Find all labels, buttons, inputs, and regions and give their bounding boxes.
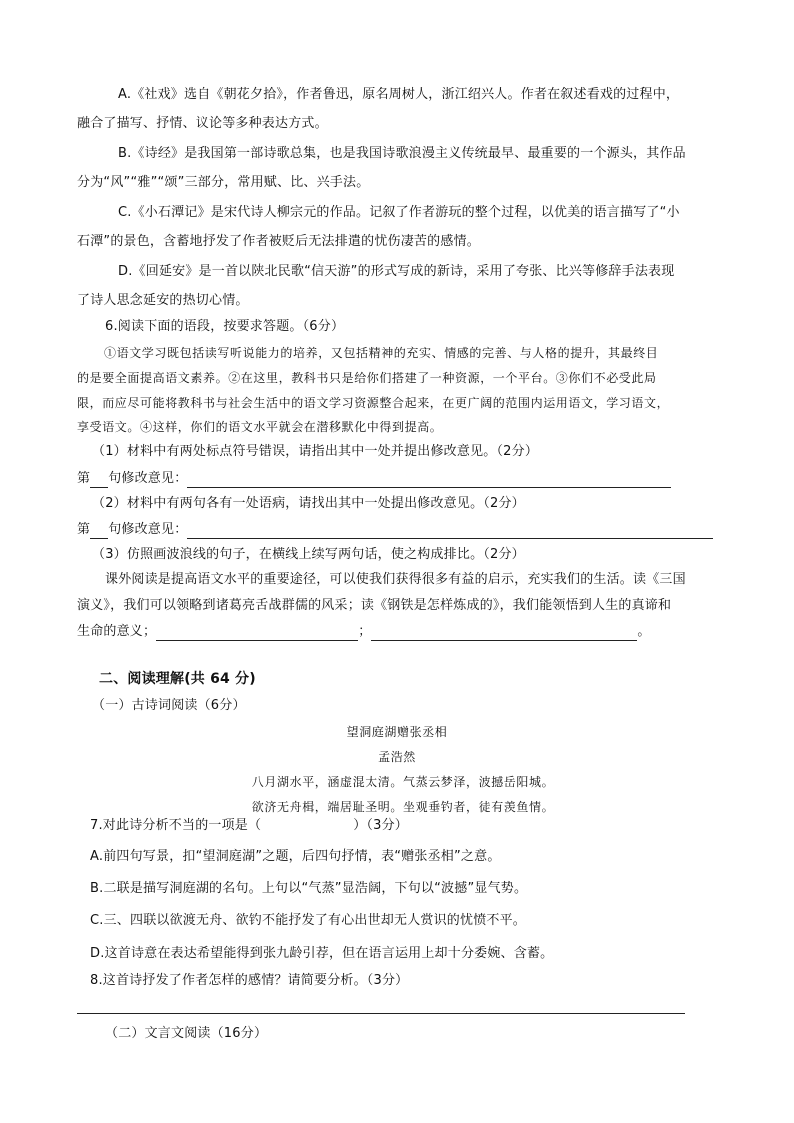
q6-sub3-blank-2[interactable] xyxy=(371,626,637,641)
q6-sub1-answer-blank[interactable] xyxy=(187,473,671,488)
q5-option-c-line2: 石潭”的景色，含蓄地抒发了作者被贬后无法排遣的忧伤凄苦的感情。 xyxy=(77,234,480,249)
section-2-part1-title: （一）古诗词阅读（6分） xyxy=(92,698,246,713)
q6-sub3-blank-1[interactable] xyxy=(156,626,358,641)
q7-option-b: B.二联是描写洞庭湖的名句。上句以“气蒸”显浩阔，下句以“波撼”显气势。 xyxy=(90,881,528,896)
q5-option-d-line1: D.《回延安》是一首以陕北民歌“信天游”的形式写成的新诗，采用了夸张、比兴等修辞手法表现 xyxy=(118,264,675,279)
q6-sub2: （2）材料中有两句各有一处语病，请找出其中一处提出修改意见。（2分） xyxy=(92,496,525,511)
q6-sub2-label: 句修改意见： xyxy=(108,522,188,537)
q6-sub3-separator: ； xyxy=(358,624,372,639)
q6-passage-line4: 享受语文。④这样，你们的语文水平就会在潜移默化中得到提高。 xyxy=(77,420,443,434)
q6-sub3-end: 。 xyxy=(637,624,651,639)
q6-passage-line2: 的是要全面提高语文素养。②在这里，教科书只是给你们搭建了一种资源，一个平台。③你们不必受此局 xyxy=(77,371,657,385)
q6-sub3-text-line2: 演义》，我们可以领略到诸葛亮舌战群儒的风采；读《钢铁是怎样炼成的》，我们能领悟到人生的真谛和 xyxy=(77,598,672,613)
q7-stem-text: 7.对此诗分析不当的一项是（ xyxy=(90,818,262,833)
q5-option-b-line1: B.《诗经》是我国第一部诗歌总集，也是我国诗歌浪漫主义传统最早、最重要的一个源头，其作品 xyxy=(118,146,686,161)
q6-sub1-label: 句修改意见： xyxy=(108,471,188,486)
q6-sub1-answer-row xyxy=(77,470,671,488)
q6-sub1: （1）材料中有两处标点符号错误，请指出其中一处并提出修改意见。（2分） xyxy=(92,444,539,459)
q6-sub2-sentence-blank[interactable] xyxy=(90,524,108,539)
q6-sub3-lead: 生命的意义； xyxy=(77,624,157,639)
q7-stem-score: ）（3分） xyxy=(353,818,408,833)
q6-sub2-prefix: 第 xyxy=(77,522,91,537)
poem-line-1: 八月湖水平，涵虚混太清。气蒸云梦泽，波撼岳阳城。 xyxy=(251,775,555,789)
q6-passage-line1: ①语文学习既包括读写听说能力的培养，又包括精神的充实、情感的完善、与人格的提升，其最终目 xyxy=(104,346,659,360)
q7-option-a: A.前四句写景，扣“望洞庭湖”之题，后四句抒情，表“赠张丞相”之意。 xyxy=(90,849,501,864)
q8-stem: 8.这首诗抒发了作者怎样的感情？请简要分析。（3分） xyxy=(90,973,409,988)
q6-sub3-answer-row xyxy=(77,623,651,641)
q6-stem: 6.阅读下面的语段，按要求答题。（6分） xyxy=(105,319,345,334)
poem-title: 望洞庭湖赠张丞相 xyxy=(346,725,448,739)
q5-option-a-line1: A.《社戏》选自《朝花夕拾》，作者鲁迅，原名周树人，浙江绍兴人。作者在叙述看戏的过程中， xyxy=(118,87,680,102)
q6-passage-line3: 限，而应尽可能将教科书与社会生活中的语文学习资源整合起来，在更广阔的范围内运用语文，学习语文， xyxy=(77,396,670,410)
poem-author: 孟浩然 xyxy=(378,750,416,764)
q6-sub3: （3）仿照画波浪线的句子，在横线上续写两句话，使之构成排比。（2分） xyxy=(92,547,525,562)
poem-line-2: 欲济无舟楫，端居耻圣明。坐观垂钓者，徒有羡鱼情。 xyxy=(251,800,555,814)
q7-option-c: C.三、四联以欲渡无舟、欲钓不能抒发了有心出世却无人赏识的忧愤不平。 xyxy=(90,913,527,928)
q6-sub3-text-line1: 课外阅读是提高语文水平的重要途径，可以使我们获得很多有益的启示，充实我们的生活。读《三国 xyxy=(105,572,686,587)
q5-option-b-line2: 分为“风”“雅”“颂”三部分，常用赋、比、兴手法。 xyxy=(77,175,370,190)
section-2-title: 二、阅读理解(共 64 分) xyxy=(99,671,256,687)
q5-option-d-line2: 了诗人思念延安的热切心情。 xyxy=(77,293,249,308)
q5-option-c-line1: C.《小石潭记》是宋代诗人柳宗元的作品。记叙了作者游玩的整个过程，以优美的语言描写了“小 xyxy=(118,205,680,220)
section-2-part2-title: （二）文言文阅读（16分） xyxy=(105,1026,268,1041)
q6-sub1-sentence-blank[interactable] xyxy=(90,473,108,488)
q7-option-d: D.这首诗意在表达希望能得到张九龄引荐，但在语言运用上却十分委婉、含蓄。 xyxy=(90,946,554,961)
q6-sub2-answer-blank[interactable] xyxy=(187,524,713,539)
q6-sub2-answer-row xyxy=(77,521,713,539)
q8-answer-line[interactable] xyxy=(77,1013,685,1014)
q5-option-a-line2: 融合了描写、抒情、议论等多种表达方式。 xyxy=(77,116,328,131)
q6-sub1-prefix: 第 xyxy=(77,471,91,486)
q7-stem xyxy=(90,817,408,835)
